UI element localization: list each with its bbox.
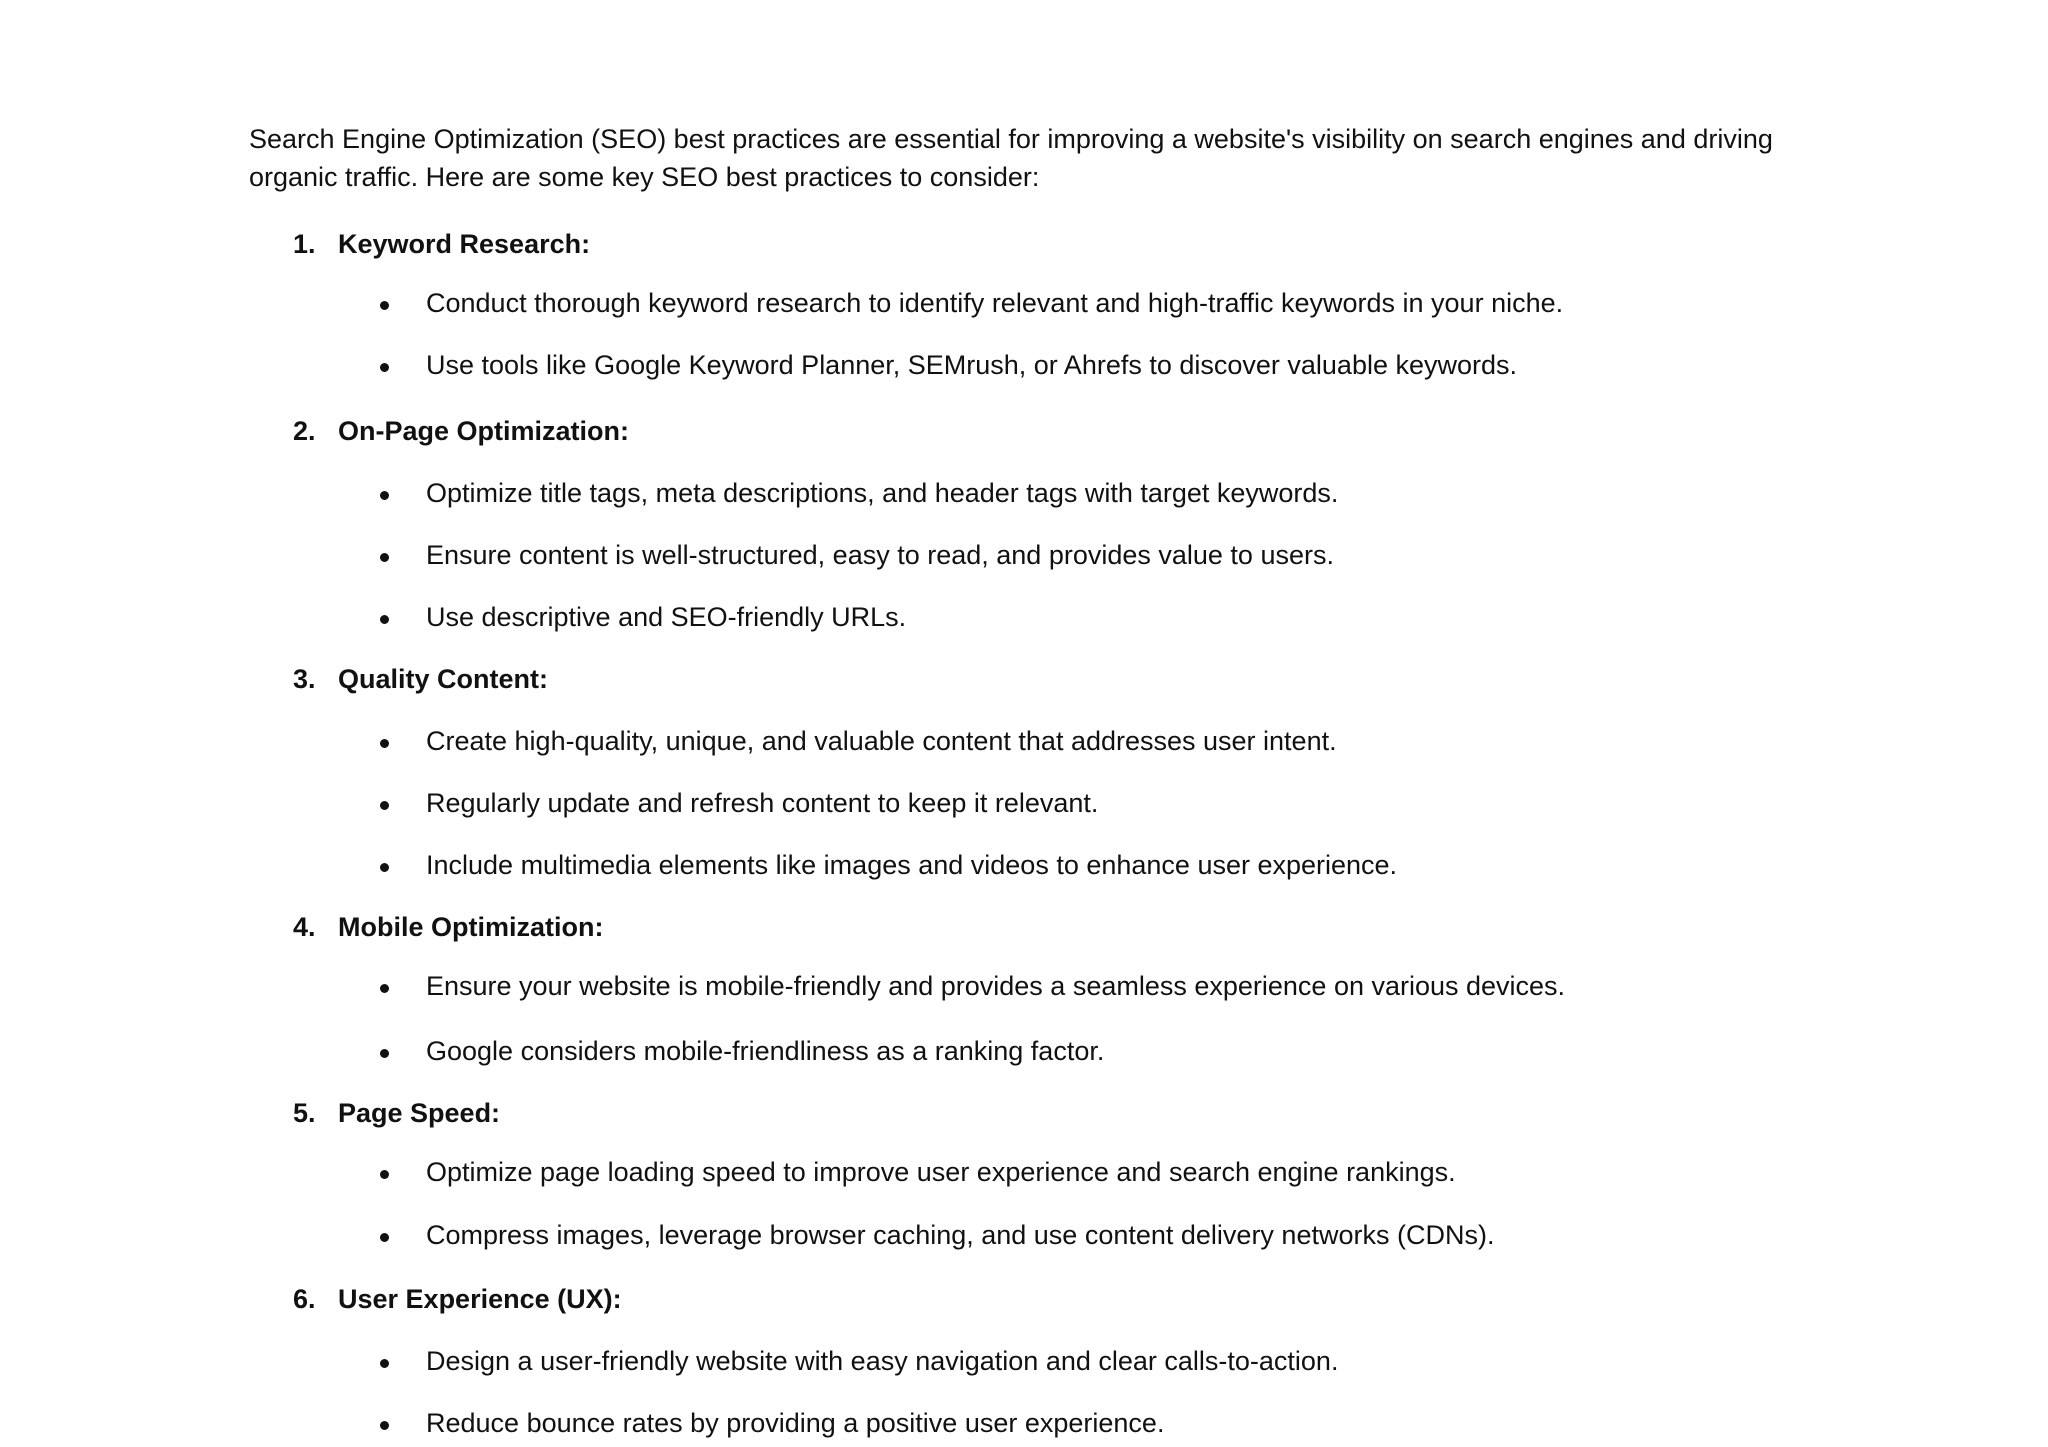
- bullet-icon: [380, 1170, 389, 1179]
- list-item-text: Use tools like Google Keyword Planner, SEMrush, or Ahrefs to discover valuable keywords.: [426, 350, 1518, 380]
- section-heading-quality-content: [293, 662, 548, 696]
- bullet-icon: [380, 491, 389, 500]
- list-item-text: Create high-quality, unique, and valuable content that addresses user intent.: [426, 726, 1337, 756]
- section-heading-keyword-research: [293, 227, 590, 261]
- intro-paragraph: Search Engine Optimization (SEO) best practices are essential for improving a website's visibility on search engines and driving organic traffic. Here are some key SEO best practices to consider:: [249, 124, 1773, 192]
- section-title: Keyword Research:: [338, 229, 591, 259]
- section-heading-page-speed: [293, 1096, 500, 1130]
- section-number: 5.: [293, 1098, 316, 1128]
- section-number: 3.: [293, 664, 316, 694]
- bullet-icon: [380, 984, 389, 993]
- bullet-icon: [380, 1421, 389, 1430]
- list-item-text: Include multimedia elements like images and videos to enhance user experience.: [426, 850, 1398, 880]
- bullet-icon: [380, 801, 389, 810]
- list-item-text: Optimize title tags, meta descriptions, and header tags with target keywords.: [426, 478, 1339, 508]
- list-item-text: Optimize page loading speed to improve user experience and search engine rankings.: [426, 1157, 1456, 1187]
- section-heading-user-experience: [293, 1282, 622, 1316]
- section-number: 2.: [293, 416, 316, 446]
- section-title: Mobile Optimization:: [338, 912, 604, 942]
- bullet-icon: [380, 863, 389, 872]
- section-title: Quality Content:: [338, 664, 548, 694]
- list-item-text: Ensure your website is mobile-friendly and provides a seamless experience on various devices.: [426, 971, 1566, 1001]
- bullet-icon: [380, 363, 389, 372]
- section-number: 1.: [293, 229, 316, 259]
- bullet-icon: [380, 553, 389, 562]
- section-title: On-Page Optimization:: [338, 416, 630, 446]
- list-item-text: Google considers mobile-friendliness as a ranking factor.: [426, 1036, 1105, 1066]
- section-heading-mobile-optimization: [293, 910, 603, 944]
- bullet-icon: [380, 1233, 389, 1242]
- list-item-text: Use descriptive and SEO-friendly URLs.: [426, 602, 907, 632]
- bullet-icon: [380, 1049, 389, 1058]
- bullet-icon: [380, 301, 389, 310]
- list-item-text: Compress images, leverage browser caching, and use content delivery networks (CDNs).: [426, 1220, 1495, 1250]
- section-heading-on-page-optimization: [293, 414, 629, 448]
- section-number: 4.: [293, 912, 316, 942]
- section-number: 6.: [293, 1284, 316, 1314]
- bullet-icon: [380, 615, 389, 624]
- list-item-text: Design a user-friendly website with easy navigation and clear calls-to-action.: [426, 1346, 1339, 1376]
- section-title: User Experience (UX):: [338, 1284, 622, 1314]
- list-item-text: Ensure content is well-structured, easy to read, and provides value to users.: [426, 540, 1334, 570]
- list-item-text: Conduct thorough keyword research to identify relevant and high-traffic keywords in your niche.: [426, 288, 1564, 318]
- bullet-icon: [380, 1359, 389, 1368]
- list-item-text: Regularly update and refresh content to keep it relevant.: [426, 788, 1099, 818]
- list-item-text: Reduce bounce rates by providing a positive user experience.: [426, 1408, 1165, 1438]
- section-title: Page Speed:: [338, 1098, 501, 1128]
- bullet-icon: [380, 739, 389, 748]
